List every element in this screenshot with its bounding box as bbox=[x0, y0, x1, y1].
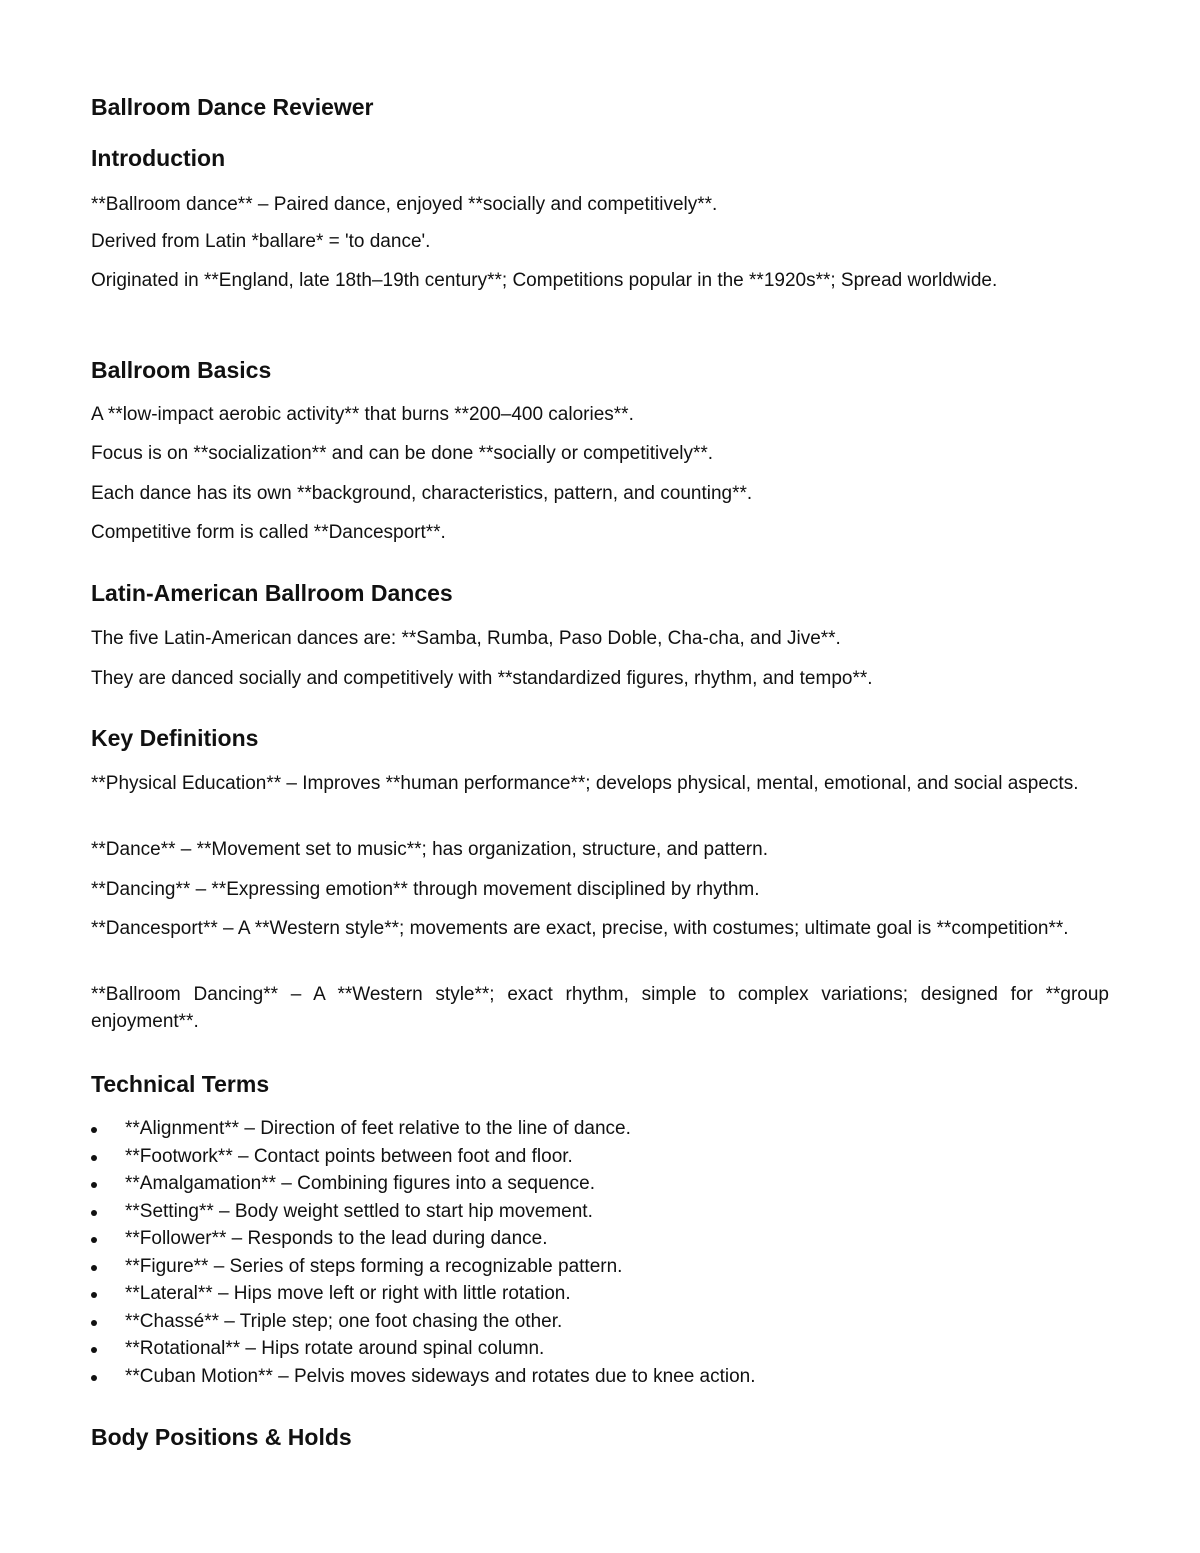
document-title: Ballroom Dance Reviewer bbox=[91, 94, 374, 120]
paragraph: Competitive form is called **Dancesport**. bbox=[91, 522, 446, 543]
paragraph: They are danced socially and competitively with **standardized figures, rhythm, and tempo**. bbox=[91, 668, 873, 689]
paragraph: **Dance** – **Movement set to music**; has organization, structure, and pattern. bbox=[91, 839, 768, 860]
bullet-icon bbox=[91, 1265, 97, 1271]
paragraph: A **low-impact aerobic activity** that burns **200–400 calories**. bbox=[91, 404, 634, 425]
heading-body-positions: Body Positions & Holds bbox=[91, 1424, 352, 1450]
list-item-text: **Setting** – Body weight settled to start hip movement. bbox=[125, 1200, 593, 1222]
heading-introduction: Introduction bbox=[91, 145, 226, 171]
list-item bbox=[91, 1225, 756, 1253]
paragraph: Derived from Latin *ballare* = 'to dance'. bbox=[91, 231, 431, 252]
list-item bbox=[91, 1280, 756, 1308]
list-item bbox=[91, 1335, 756, 1363]
bullet-icon bbox=[91, 1155, 97, 1161]
list-item bbox=[91, 1308, 756, 1336]
heading-key-definitions: Key Definitions bbox=[91, 725, 259, 751]
paragraph: **Dancing** – **Expressing emotion** through movement disciplined by rhythm. bbox=[91, 879, 760, 900]
list-item-text: **Footwork** – Contact points between foot and floor. bbox=[125, 1145, 573, 1167]
paragraph: **Ballroom Dancing** – A **Western style**; exact rhythm, simple to complex variations; designed for **group enjoyment**. bbox=[91, 984, 1109, 1032]
bullet-icon bbox=[91, 1127, 97, 1133]
list-item-text: **Chassé** – Triple step; one foot chasing the other. bbox=[125, 1310, 563, 1332]
bullet-icon bbox=[91, 1210, 97, 1216]
paragraph: Focus is on **socialization** and can be done **socially or competitively**. bbox=[91, 443, 714, 464]
list-item bbox=[91, 1198, 756, 1226]
list-item bbox=[91, 1170, 756, 1198]
bullet-icon bbox=[91, 1347, 97, 1353]
list-item bbox=[91, 1363, 756, 1391]
bullet-icon bbox=[91, 1320, 97, 1326]
list-item bbox=[91, 1253, 756, 1281]
bullet-icon bbox=[91, 1182, 97, 1188]
paragraph: **Dancesport** – A **Western style**; movements are exact, precise, with costumes; ultimate goal is **competition**. bbox=[91, 918, 1069, 939]
list-item-text: **Follower** – Responds to the lead during dance. bbox=[125, 1228, 548, 1249]
list-item-text: **Lateral** – Hips move left or right with little rotation. bbox=[125, 1283, 571, 1304]
bullet-icon bbox=[91, 1237, 97, 1243]
paragraph: The five Latin-American dances are: **Samba, Rumba, Paso Doble, Cha-cha, and Jive**. bbox=[91, 628, 841, 649]
heading-ballroom-basics: Ballroom Basics bbox=[91, 357, 272, 383]
heading-latin-american-dances: Latin-American Ballroom Dances bbox=[91, 580, 453, 606]
paragraph: Each dance has its own **background, characteristics, pattern, and counting**. bbox=[91, 483, 753, 504]
list-item bbox=[91, 1115, 756, 1143]
bullet-icon bbox=[91, 1292, 97, 1298]
paragraph: **Ballroom dance** – Paired dance, enjoyed **socially and competitively**. bbox=[91, 194, 718, 215]
paragraph: **Physical Education** – Improves **human performance**; develops physical, mental, emotional, and social aspects. bbox=[91, 773, 1079, 794]
bullet-icon bbox=[91, 1375, 97, 1381]
paragraph: Originated in **England, late 18th–19th century**; Competitions popular in the **1920s**; Spread worldwide. bbox=[91, 270, 998, 291]
list-item-text: **Amalgamation** – Combining figures into a sequence. bbox=[125, 1173, 595, 1194]
list-item-text: **Cuban Motion** – Pelvis moves sideways and rotates due to knee action. bbox=[125, 1365, 756, 1387]
list-item-text: **Alignment** – Direction of feet relative to the line of dance. bbox=[125, 1118, 631, 1139]
list-item bbox=[91, 1143, 756, 1171]
heading-technical-terms: Technical Terms bbox=[91, 1071, 270, 1097]
technical-terms-list bbox=[91, 1115, 756, 1390]
list-item-text: **Figure** – Series of steps forming a recognizable pattern. bbox=[125, 1255, 623, 1277]
list-item-text: **Rotational** – Hips rotate around spinal column. bbox=[125, 1338, 545, 1359]
